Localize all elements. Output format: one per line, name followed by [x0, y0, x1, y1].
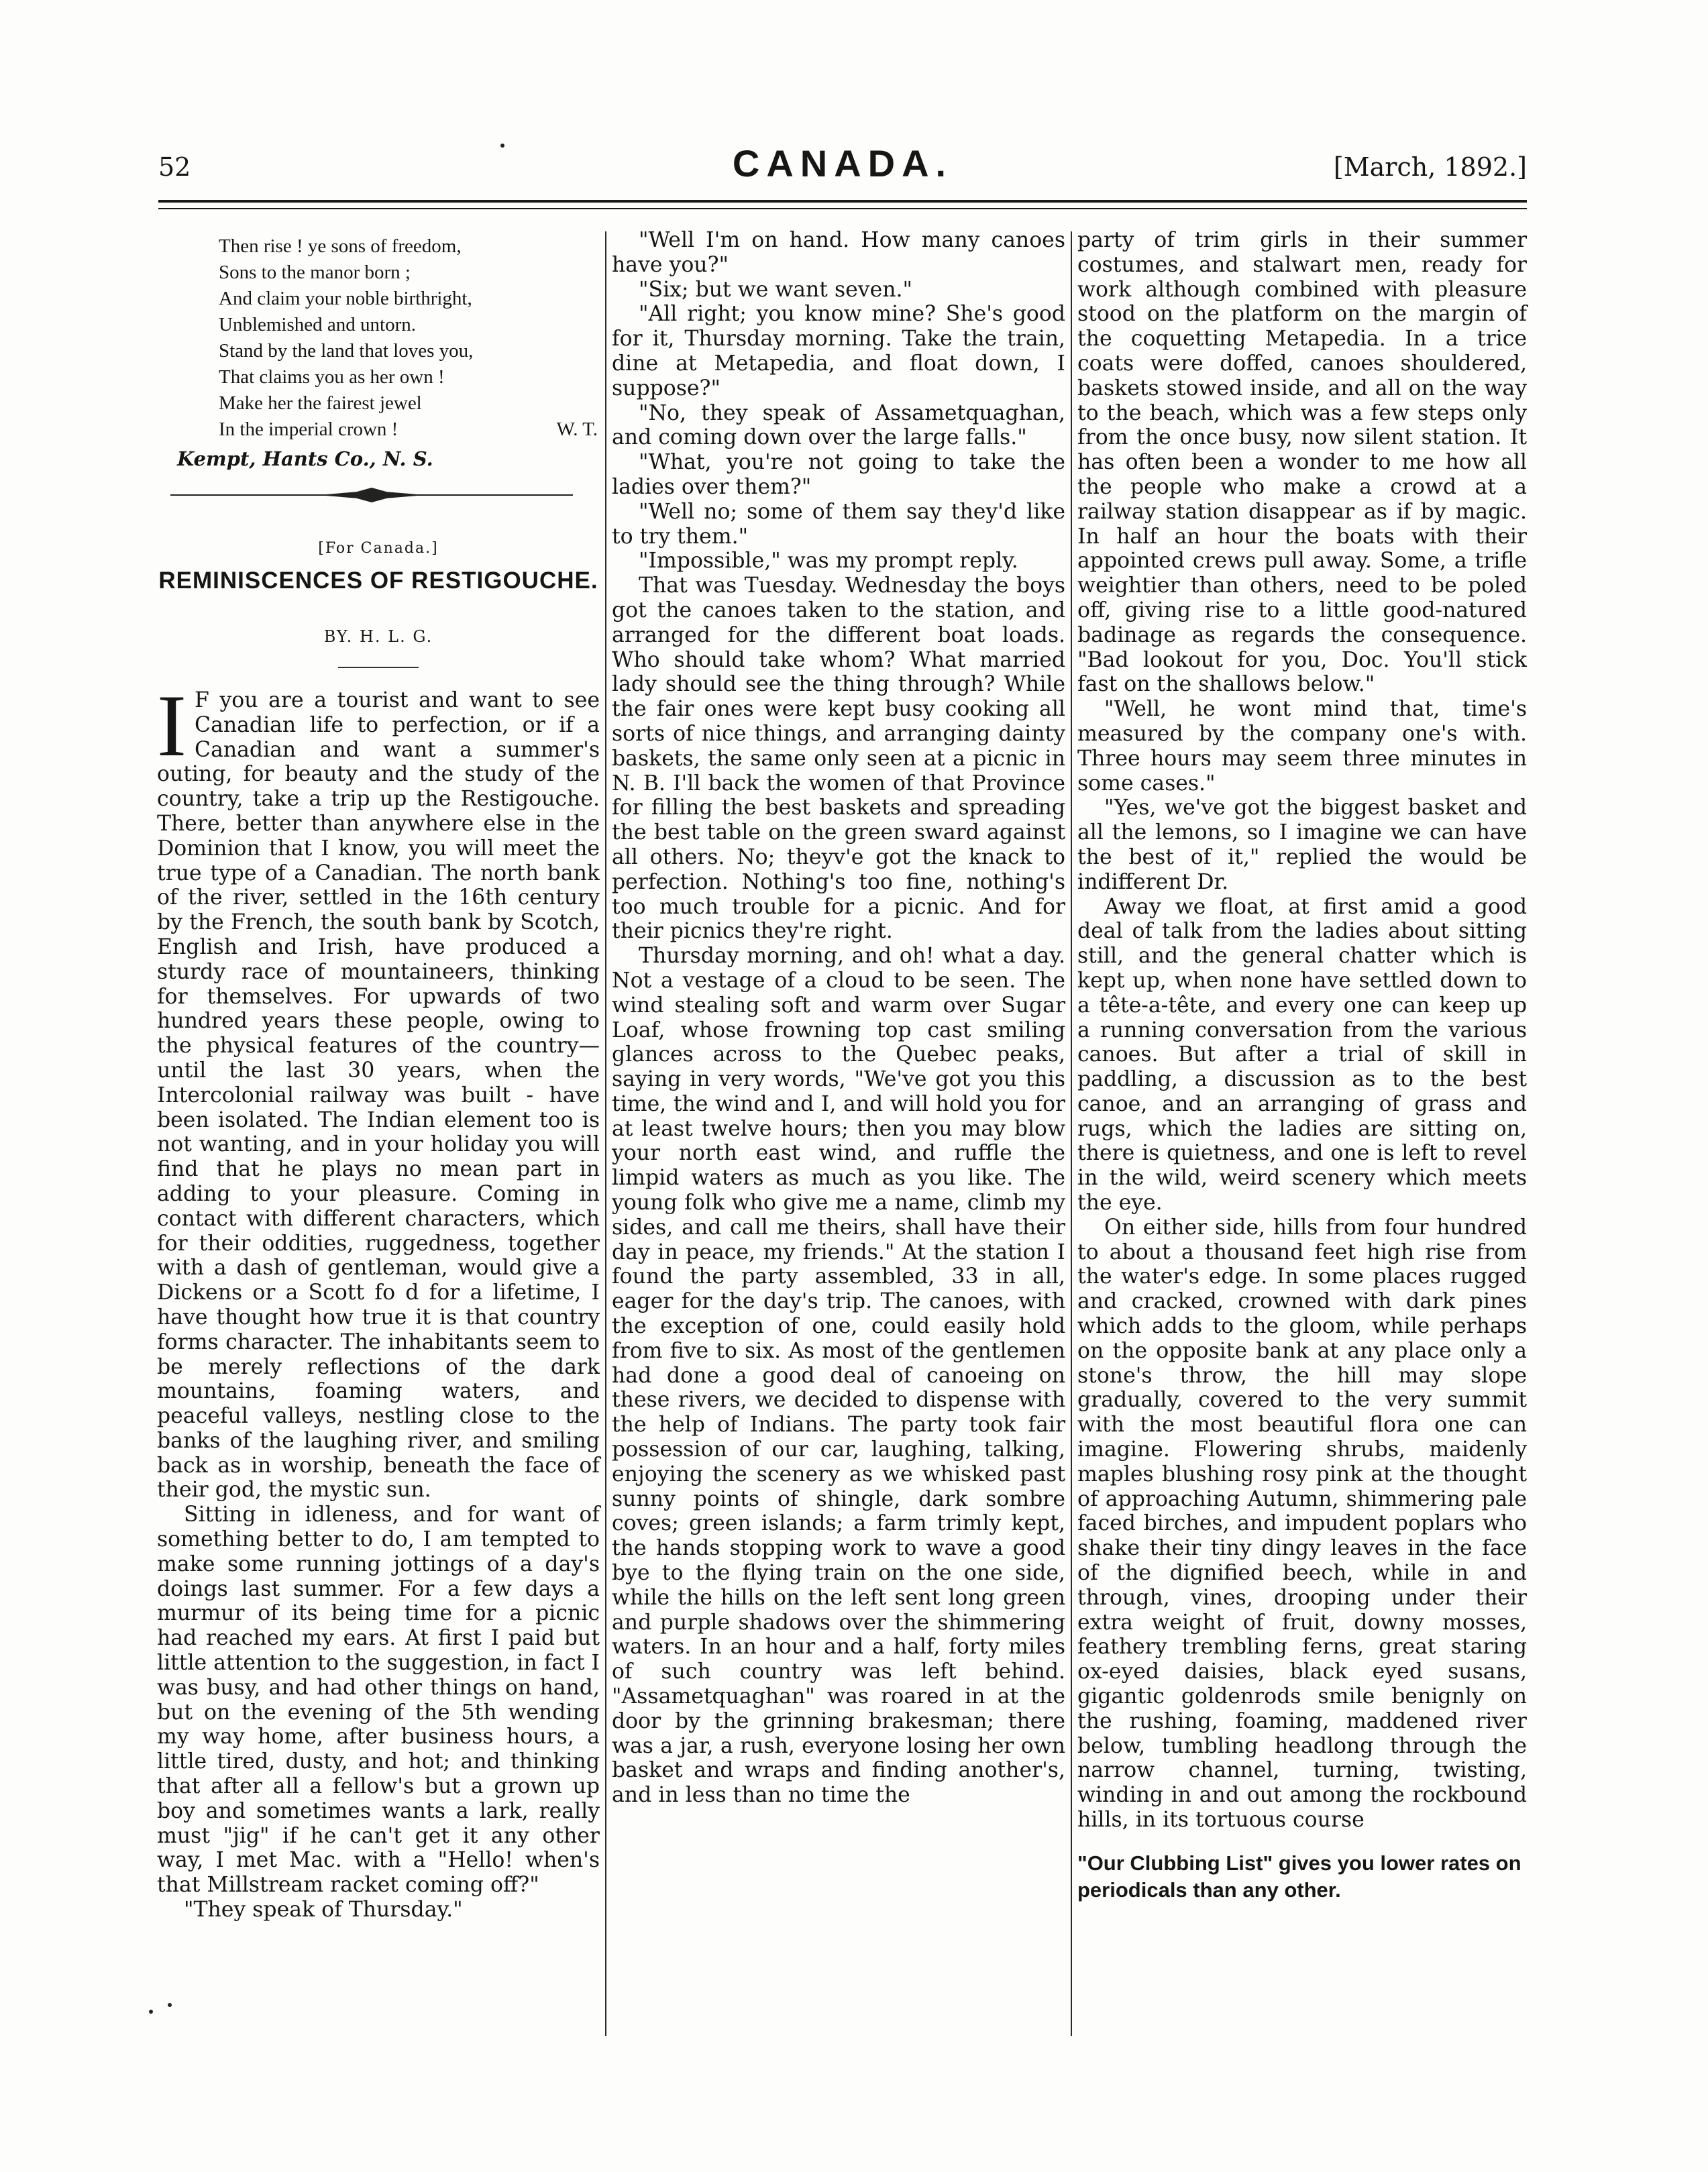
poem — [219, 233, 600, 443]
print-speck — [500, 144, 504, 148]
paragraph: "They speak of Thursday." — [184, 1898, 463, 1922]
paragraph: "Yes, we've got the biggest basket and all the lemons, so I imagine we can have the best of it," replied the would be indifferent Dr. — [1077, 796, 1527, 894]
poem-line: Unblemished and untorn. — [219, 314, 416, 335]
article-title: REMINISCENCES OF RESTIGOUCHE. — [158, 567, 598, 594]
paragraph: Away we float, at first amid a good deal of talk from the ladies about sitting still, and the general chatter which is kept up, when none have settled down to a tête-a-tête, and every one can keep up a running conversation from the various canoes. But after a trial of skill in paddling, a discussion as to the best canoe, and an arranging of grass and rugs, which the ladies are sitting on, there is quietness, and one is left to revel in the wild, weird scenery which meets the eye. — [1077, 894, 1527, 1215]
paragraph: "Six; but we want seven." — [639, 277, 913, 302]
paragraph: "No, they speak of Assametquaghan, and coming down over the large falls." — [612, 400, 1065, 450]
print-speck — [149, 2010, 153, 2014]
header-rule-thin — [158, 208, 1527, 209]
poem-line: Make her the fairest jewel — [219, 392, 422, 414]
drop-cap: I — [157, 675, 186, 775]
byline-rule — [338, 667, 419, 668]
column-3 — [1077, 228, 1527, 1904]
page-number: 52 — [158, 152, 191, 182]
column-rule-left — [605, 231, 606, 2036]
column-rule-right — [1071, 231, 1072, 2036]
poem-line: That claims you as her own ! — [219, 366, 445, 388]
masthead-title: CANADA. — [732, 142, 953, 184]
paragraph: Sitting in idleness, and for want of something better to do, I am tempted to make some running jottings of a day's doings last summer. For a few days a murmur of its being time for a picnic had reached my ears. At first I paid but little attention to the suggestion, in fact I was busy, and had other things on hand, but on the evening of the 5th wending my way home, after business hours, a little tired, dusty, and hot; and thinking that after all a fellow's but a grown up boy and sometimes wants a lark, really must "jig" if he can't get it any other way, I met Mac. with a "Hello! when's that Millstream racket coming off?" — [157, 1503, 600, 1898]
ornament-divider — [157, 486, 586, 504]
paragraph: That was Tuesday. Wednesday the boys got the canoes taken to the station, and arranged for the different boat loads. Who should take whom? What married lady should see the thing through? While the fair ones were kept busy cooking all sorts of nice things, and arranging dainty baskets, the same only seen at a picnic in N. B. I'll back the women of that Province for filling the best baskets and spreading the best table on the green sward against all others. No; theyv'e got the knack to perfection. Nothing's too fine, nothing's too much trouble for a picnic. And for their picnics they're right. — [612, 574, 1065, 944]
paragraph: "Impossible," was my prompt reply. — [639, 549, 1018, 574]
poem-line: Sons to the manor born ; — [219, 262, 411, 283]
poem-last-line — [219, 417, 598, 443]
column-1 — [157, 228, 600, 1922]
article-byline: BY. H. L. G. — [323, 627, 433, 647]
first-paragraph — [157, 675, 600, 1503]
paragraph: "All right; you know mine? She's good for it, Thursday morning. Take the train, dine at Metapedia, and float down, I suppose?" — [612, 302, 1065, 400]
paragraph: "Well I'm on hand. How many canoes have you?" — [612, 228, 1065, 277]
paragraph: On either side, hills from four hundred to about a thousand feet high rise from the water's edge. In some places rugged and cracked, crowned with dark pines which adds to the gloom, while perhaps on the opposite bank at any place only a stone's throw, the hill may slope gradually, covered to the very summit with the most beautiful flora one can imagine. Flowering shrubs, maidenly maples blushing rosy pink at the thought of approaching Autumn, shimmering pale faced birches, and impudent poplars who shake their tiny dingy leaves in the face of the dignified beech, while in and through, vines, drooping under their extra weight of fruit, downy mosses, feathery trembling ferns, great staring ox-eyed daisies, black eyed susans, gigantic goldenrods smile benignly on the rushing, foaming, maddened river below, tumbling headlong through the narrow channel, turning, twisting, winding in and out among the rockbound hills, in its tortuous course — [1077, 1215, 1527, 1832]
paragraph: "Well, he wont mind that, time's measured by the company one's with. Three hours may seem three minutes in some cases." — [1077, 697, 1527, 796]
paragraph: Thursday morning, and oh! what a day. Not a vestage of a cloud to be seen. The wind stealing soft and warm over Sugar Loaf, whose frowning top cast smiling glances across to the Quebec peaks, saying in very words, "We've got you this time, the wind and I, and will hold you for at least twelve hours; then you may blow your north east wind, and ruffle the limpid waters as much as you like. The young folk who give me a name, climb my sides, and call me theirs, shall have their day in peace, my friends." At the station I found the party assembled, 33 in all, eager for the day's trip. The canoes, with the exception of one, could easily hold from five to six. As most of the gentlemen had done a good deal of canoeing on these rivers, we decided to dispense with the help of Indians. The party took fair possession of our car, laughing, talking, enjoying the scenery as we whisked past sunny points of shingle, dark sombre coves; green islands; a farm trimly kept, the hands stopping work to wave a good bye to the flying train on the one side, while the hills on the left sent long green and purple shadows over the shimmering waters. In an hour and a half, forty miles of such country was left behind. "Assametquaghan" was roared in at the door by the grinning brakesman; there was a jar, a rush, everyone losing her own basket and wraps and finding another's, and in less than no time the — [612, 944, 1065, 1808]
page-header — [158, 138, 1527, 191]
section-label: [For Canada.] — [318, 539, 439, 557]
poem-author: W. T. — [556, 419, 598, 440]
poem-place: Kempt, Hants Co., N. S. — [177, 447, 433, 470]
print-speck — [168, 2003, 172, 2007]
paragraph: F you are a tourist and want to see Canadian life to perfection, or if a Canadian and want a summer's outing, for beauty and the study of the country, take a trip up the Restigouche. There, better than anywhere else in the Dominion that I know, you will meet the true type of a Canadian. The north bank of the river, settled in the 16th century by the French, the south bank by Scotch, English and Irish, have produced a sturdy race of mountaineers, thinking for themselves. For upwards of two hundred years these people, owing to the physical features of the country—until the last 30 years, when the Intercolonial railway was built - have been isolated. The Indian element too is not wanting, and in your holiday you will find that he plays no mean part in adding to your pleasure. Coming in contact with different characters, which for their oddities, ruggedness, together with a dash of gentleman, would give a Dickens or a Scott fo d for a lifetime, I have thought how true it is that country forms character. The inhabitants seem to be merely reflections of the dark mountains, foaming waters, and peaceful valleys, nestling close to the banks of the laughing river, and smiling back as in worship, beneath the face of their god, the mystic sun. — [157, 688, 600, 1503]
poem-line: Stand by the land that loves you, — [219, 340, 474, 362]
header-rule-thick — [158, 200, 1527, 203]
poem-line: Then rise ! ye sons of freedom, — [219, 235, 462, 257]
column-2 — [612, 228, 1065, 1808]
paragraph: "Well no; some of them say they'd like to try them." — [612, 499, 1065, 549]
issue-date: [March, 1892.] — [1333, 152, 1527, 182]
poem-line: And claim your noble birthright, — [219, 288, 472, 309]
poem-line: In the imperial crown ! — [219, 419, 398, 440]
clubbing-list-promo: "Our Clubbing List" gives you lower rates on periodicals than any other. — [1077, 1851, 1522, 1902]
paragraph: party of trim girls in their summer costumes, and stalwart men, ready for work although combined with pleasure stood on the platform on the margin of the coquetting Metapedia. In a trice coats were doffed, canoes shouldered, baskets stowed inside, and all on the way to the beach, which was a few steps only from the once busy, now silent station. It has often been a wonder to me how all the people who make a crowd at a railway station disappear as if by magic. In half an hour the boats with their appointed crews pull away. Some, a trifle weightier than others, need to be poled off, giving rise to a little good-natured badinage as regards the consequence. "Bad lookout for you, Doc. You'll stick fast on the shallows below." — [1077, 228, 1527, 697]
paragraph: "What, you're not going to take the ladies over them?" — [612, 450, 1065, 499]
